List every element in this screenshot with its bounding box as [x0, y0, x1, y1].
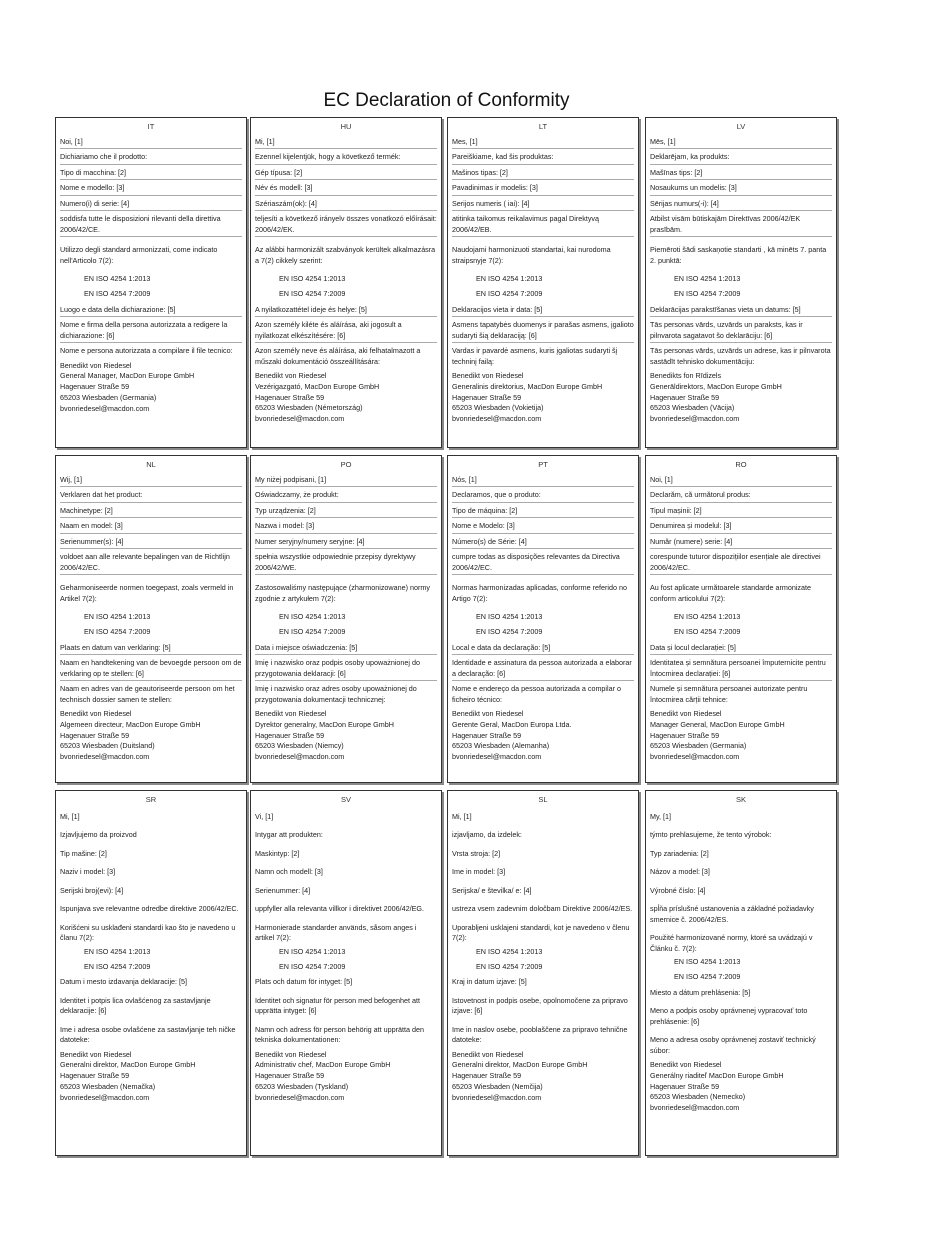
signatory-line: Benedikt von Riedesel: [650, 1060, 722, 1069]
signatory-line: Hagenauer Straße 59: [650, 392, 720, 402]
declaration-line: Mi, [1]: [452, 812, 472, 821]
declaration-line: Naziv i model: [3]: [60, 867, 116, 877]
signatory-line: 65203 Wiesbaden (Tyskland): [255, 1081, 349, 1091]
declaration-line: Miesto a dátum prehlásenia: [5]: [650, 987, 751, 997]
standard-reference: EN ISO 4254 1:2013: [279, 273, 346, 283]
signatory-line: Benedikt von Riedesel: [60, 709, 132, 718]
declaration-line: Mašīnas tips: [2]: [650, 168, 832, 180]
standard-reference: EN ISO 4254 7:2009: [84, 289, 151, 299]
signatory-block: [60, 709, 242, 763]
panel-language-code: NL: [146, 460, 156, 469]
signatory-block: [60, 1050, 242, 1104]
panel-language-code: LV: [736, 122, 746, 131]
declaration-line: Použité harmonizované normy, ktoré sa uvádzajú v Článku č. 7(2):: [650, 933, 815, 953]
declaration-panel-sl: [447, 790, 639, 1156]
signatory-email: bvonriedesel@macdon.com: [60, 1092, 150, 1102]
signatory-line: 65203 Wiesbaden (Németország): [255, 403, 363, 413]
declaration-line: Név és modell: [3]: [255, 183, 437, 195]
declaration-line: Machinetype: [2]: [60, 506, 242, 518]
declaration-line: Asmens tapatybės duomenys ir parašas asmens, įgalioto sudaryti šią deklaraciją: [6]: [452, 320, 634, 343]
page-title: EC Declaration of Conformity: [323, 90, 570, 111]
declaration-line: Tipo de máquina: [2]: [452, 506, 634, 518]
signatory-line: Benedikt von Riedesel: [255, 371, 327, 380]
signatory-line: Hagenauer Straße 59: [452, 730, 522, 740]
signatory-line: Hagenauer Straße 59: [60, 730, 130, 740]
declaration-line: teljesíti a következő irányelv összes vonatkozó előírásait: 2006/42/EK.: [255, 214, 437, 237]
signatory-line: 65203 Wiesbaden (Nemčija): [452, 1081, 543, 1091]
signatory-email: bvonriedesel@macdon.com: [255, 414, 345, 424]
signatory-block: [650, 1060, 832, 1114]
declaration-line: Kraj in datum izjave: [5]: [452, 977, 527, 987]
signatory-email: bvonriedesel@macdon.com: [650, 414, 740, 424]
declaration-line: Vardas ir pavardė asmens, kuris įgaliotas sudaryti šį techninį failą:: [452, 346, 620, 366]
declaration-line: Data i miejsce oświadczenia: [5]: [255, 643, 437, 655]
declaration-line: Tipo di macchina: [2]: [60, 168, 242, 180]
signatory-line: Benedikt von Riedesel: [452, 371, 524, 380]
standard-reference: EN ISO 4254 7:2009: [84, 627, 151, 637]
declaration-line: Naam en model: [3]: [60, 521, 242, 533]
signatory-block: [255, 709, 437, 763]
panel-language-code: LT: [538, 122, 548, 131]
declaration-line: Denumirea și modelul: [3]: [650, 521, 832, 533]
declaration-line: Utilizzo degli standard armonizzati, come indicato nell'Articolo 7(2):: [60, 245, 220, 265]
signatory-block: [650, 371, 832, 425]
declaration-line: Deklaracijos vieta ir data: [5]: [452, 305, 634, 317]
signatory-line: Hagenauer Straße 59: [60, 382, 130, 392]
signatory-email: bvonriedesel@macdon.com: [452, 1092, 542, 1102]
declaration-line: A nyilatkozattétel ideje és helye: [5]: [255, 305, 437, 317]
signatory-line: Manager General, MacDon Europe GmbH: [650, 719, 785, 729]
declaration-panel-hu: [250, 117, 442, 448]
signatory-email: bvonriedesel@macdon.com: [650, 752, 740, 762]
signatory-line: Gerente Geral, MacDon Europa Ltda.: [452, 719, 572, 729]
signatory-line: Benedikt von Riedesel: [452, 1049, 524, 1059]
panel-language-code: HU: [340, 122, 352, 131]
declaration-line: Local e data da declaração: [5]: [452, 643, 634, 655]
declaration-line: Dichiariamo che il prodotto:: [60, 152, 242, 164]
declaration-line: My niżej podpisani, [1]: [255, 475, 437, 487]
standard-reference: EN ISO 4254 1:2013: [84, 273, 151, 283]
signatory-line: 65203 Wiesbaden (Vokietija): [452, 403, 544, 413]
signatory-line: Benedikt von Riedesel: [60, 360, 132, 370]
standard-reference: EN ISO 4254 7:2009: [674, 627, 741, 637]
signatory-line: 65203 Wiesbaden (Niemcy): [255, 741, 344, 751]
declaration-line: Atbilst visām būtiskajām Direktīvas 2006/42/EK prasībām.: [650, 214, 832, 237]
declaration-panel-sv: [250, 790, 442, 1156]
declaration-line: Azon személy kiléte és aláírása, aki jogosult a nyilatkozat elkészítésére: [6]: [255, 320, 437, 343]
declaration-line: Identitatea și semnătura persoanei împuternicite pentru întocmirea declarației: [6]: [650, 658, 832, 681]
declaration-line: Serienummer: [4]: [255, 885, 311, 895]
signatory-email: bvonriedesel@macdon.com: [650, 1103, 740, 1113]
declaration-line: Tip mašine: [2]: [60, 848, 107, 858]
declaration-panel-sk: [645, 790, 837, 1156]
declaration-line: Data și locul declarației: [5]: [650, 643, 832, 655]
signatory-line: Hagenauer Straße 59: [650, 730, 720, 740]
declaration-line: cumpre todas as disposições relevantes da Directiva 2006/42/EC.: [452, 552, 634, 575]
declaration-line: Typ zariadenia: [2]: [650, 848, 709, 858]
declaration-line: Szériaszám(ok): [4]: [255, 199, 437, 211]
standard-reference: EN ISO 4254 1:2013: [476, 273, 543, 283]
standard-reference: EN ISO 4254 7:2009: [674, 289, 741, 299]
signatory-line: Hagenauer Straße 59: [255, 730, 325, 740]
declaration-line: Az alábbi harmonizált szabványok kerültek alkalmazásra a 7(2) cikkely szerint:: [255, 245, 438, 265]
standard-reference: EN ISO 4254 1:2013: [476, 946, 543, 956]
declaration-line: Serijski broj(evi): [4]: [60, 885, 124, 895]
declaration-line: Deklarācijas parakstīšanas vieta un datums: [5]: [650, 305, 832, 317]
declaration-line: Typ urządzenia: [2]: [255, 506, 437, 518]
signatory-line: Generálny riaditeľ MacDon Europe GmbH: [650, 1070, 784, 1080]
declaration-line: Ime in naslov osebe, pooblaščene za pripravo tehnične datoteke:: [452, 1024, 630, 1045]
declaration-line: Ime in model: [3]: [452, 867, 506, 877]
signatory-line: Hagenauer Straße 59: [255, 1071, 325, 1081]
standard-reference: EN ISO 4254 7:2009: [476, 289, 543, 299]
declaration-line: Wij, [1]: [60, 475, 242, 487]
signatory-line: Generalni direktor, MacDon Europe GmbH: [452, 1060, 588, 1070]
standard-reference: EN ISO 4254 7:2009: [84, 961, 151, 971]
signatory-block: [60, 361, 242, 415]
declaration-line: Numero(i) di serie: [4]: [60, 199, 242, 211]
declaration-line: atitinka taikomus reikalavimus pagal Direktyvą 2006/42/EB.: [452, 214, 634, 237]
declaration-line: Nazwa i model: [3]: [255, 521, 437, 533]
declaration-panel-pt: [447, 455, 639, 783]
panel-language-code: PO: [340, 460, 352, 469]
signatory-block: [452, 709, 634, 763]
declaration-line: Imię i nazwisko oraz podpis osoby upoważnionej do przygotowania deklaracji: [6]: [255, 658, 437, 681]
declaration-line: Naam en handtekening van de bevoegde persoon om de verklaring op te stellen: [6]: [60, 658, 242, 681]
declaration-line: Nosaukums un modelis: [3]: [650, 183, 832, 195]
signatory-block: [452, 1050, 634, 1104]
signatory-line: Generalni direktor, MacDon Europe GmbH: [60, 1060, 196, 1070]
signatory-line: Benedikt von Riedesel: [255, 709, 327, 718]
declaration-line: Normas harmonizadas aplicadas, conforme referido no Artigo 7(2):: [452, 583, 629, 603]
declaration-line: uppfyller alla relevanta villkor i direktivet 2006/42/EG.: [255, 904, 424, 914]
signatory-email: bvonriedesel@macdon.com: [452, 414, 542, 424]
declaration-line: Vrsta stroja: [2]: [452, 848, 501, 858]
declaration-line: My, [1]: [650, 812, 672, 821]
standard-reference: EN ISO 4254 7:2009: [476, 627, 543, 637]
signatory-email: bvonriedesel@macdon.com: [60, 752, 150, 762]
declaration-line: Noi, [1]: [60, 137, 242, 149]
declaration-line: Gép típusa: [2]: [255, 168, 437, 180]
declaration-line: Pavadinimas ir modelis: [3]: [452, 183, 634, 195]
declaration-line: Azon személy neve és aláírása, aki felhatalmazott a műszaki dokumentáció összeállítására:: [255, 346, 423, 366]
declaration-panel-lt: [447, 117, 639, 448]
signatory-line: Benedikt von Riedesel: [452, 709, 524, 718]
signatory-line: 65203 Wiesbaden (Germania): [650, 741, 747, 751]
declaration-line: Imię i nazwisko oraz adres osoby upoważnionej do przygotowania dokumentacji technicznej:: [255, 684, 419, 704]
standard-reference: EN ISO 4254 1:2013: [476, 611, 543, 621]
declaration-line: Namn och adress för person behörig att upprätta den tekniska dokumentationen:: [255, 1024, 427, 1045]
declaration-line: ustreza vsem zadevnim določbam Direktive 2006/42/ES.: [452, 904, 633, 914]
panel-language-code: SR: [145, 795, 157, 804]
panel-language-code: SL: [538, 795, 548, 804]
standard-reference: EN ISO 4254 1:2013: [84, 946, 151, 956]
declaration-line: Meno a podpis osoby oprávnenej vypracovať toto prehlásenie: [6]: [650, 1006, 810, 1026]
declaration-line: Istovetnost in podpis osebe, opolnomočene za pripravo izjave: [6]: [452, 995, 630, 1016]
signatory-line: Hagenauer Straße 59: [452, 1071, 522, 1081]
declaration-line: Mašinos tipas: [2]: [452, 168, 634, 180]
signatory-line: Hagenauer Straße 59: [452, 392, 522, 402]
signatory-line: Vezérigazgató, MacDon Europe GmbH: [255, 381, 380, 391]
signatory-line: Generalinis direktorius, MacDon Europe GmbH: [452, 381, 603, 391]
declaration-line: Datum i mesto izdavanja deklaracije: [5]: [60, 977, 188, 987]
declaration-panel-nl: [55, 455, 247, 783]
declaration-line: spĺňa príslušné ustanovenia a základné požiadavky smernice č. 2006/42/ES.: [650, 904, 816, 924]
declaration-line: Declaramos, que o produto:: [452, 490, 634, 502]
standard-reference: EN ISO 4254 1:2013: [279, 946, 346, 956]
declaration-line: soddisfa tutte le disposizioni rilevanti della direttiva 2006/42/CE.: [60, 214, 242, 237]
declaration-line: Izjavljujemo da proizvod: [60, 830, 137, 840]
standard-reference: EN ISO 4254 1:2013: [279, 611, 346, 621]
signatory-line: General Manager, MacDon Europe GmbH: [60, 371, 195, 381]
signatory-block: [452, 371, 634, 425]
declaration-line: Nome e modello: [3]: [60, 183, 242, 195]
signatory-line: Administrativ chef, MacDon Europe GmbH: [255, 1060, 391, 1070]
declaration-line: týmto prehlasujeme, že tento výrobok:: [650, 830, 772, 840]
standard-reference: EN ISO 4254 7:2009: [279, 289, 346, 299]
standard-reference: EN ISO 4254 1:2013: [84, 611, 151, 621]
panel-language-code: RO: [735, 460, 747, 469]
signatory-email: bvonriedesel@macdon.com: [255, 752, 345, 762]
signatory-block: [650, 709, 832, 763]
declaration-line: Sērijas numurs(-i): [4]: [650, 199, 832, 211]
declaration-line: Verklaren dat het product:: [60, 490, 242, 502]
standard-reference: EN ISO 4254 7:2009: [476, 961, 543, 971]
declaration-line: Zastosowaliśmy następujące (zharmonizowane) normy zgodnie z artykułem 7(2):: [255, 583, 432, 603]
declaration-line: Luogo e data della dichiarazione: [5]: [60, 305, 242, 317]
declaration-line: Deklarējam, ka produkts:: [650, 152, 832, 164]
standard-reference: EN ISO 4254 1:2013: [674, 956, 741, 966]
declaration-line: Mes, [1]: [452, 137, 634, 149]
declaration-line: Maskintyp: [2]: [255, 848, 300, 858]
declaration-line: Tās personas vārds, uzvārds un adrese, kas ir pilnvarota sastādīt tehnisko dokumentāciju:: [650, 346, 833, 366]
declaration-panel-sr: [55, 790, 247, 1156]
declaration-line: Serijska/ e številka/ e: [4]: [452, 885, 532, 895]
declaration-line: Geharmoniseerde normen toegepast, zoals vermeld in Artikel 7(2):: [60, 583, 236, 603]
standard-reference: EN ISO 4254 1:2013: [674, 611, 741, 621]
declaration-panel-po: [250, 455, 442, 783]
declaration-line: Nós, [1]: [452, 475, 634, 487]
standard-reference: EN ISO 4254 7:2009: [279, 627, 346, 637]
signatory-line: 65203 Wiesbaden (Nemecko): [650, 1092, 746, 1102]
signatory-email: bvonriedesel@macdon.com: [255, 1092, 345, 1102]
declaration-panel-lv: [645, 117, 837, 448]
declaration-line: Nome e Modelo: [3]: [452, 521, 634, 533]
standard-reference: EN ISO 4254 7:2009: [279, 961, 346, 971]
signatory-line: Hagenauer Straße 59: [650, 1081, 720, 1091]
declaration-line: Identitet och signatur för person med befogenhet att upprätta intyget: [6]: [255, 995, 423, 1016]
declaration-line: Número(s) de Série: [4]: [452, 537, 634, 549]
declaration-line: Plats och datum för intyget: [5]: [255, 977, 353, 987]
declaration-line: Pareiškiame, kad šis produktas:: [452, 152, 634, 164]
signatory-line: 65203 Wiesbaden (Nemačka): [60, 1081, 156, 1091]
declaration-line: Korišćeni su usklađeni standardi kao što je navedeno u članu 7(2):: [60, 922, 238, 943]
signatory-line: Generāldirektors, MacDon Europe GmbH: [650, 381, 782, 391]
signatory-line: Dyrektor generalny, MacDon Europe GmbH: [255, 719, 394, 729]
declaration-line: Ispunjava sve relevantne odredbe direktive 2006/42/EC.: [60, 904, 239, 914]
signatory-line: 65203 Wiesbaden (Duitsland): [60, 741, 155, 751]
panel-language-code: SV: [340, 795, 351, 804]
declaration-line: Au fost aplicate următoarele standarde armonizate conform articolului 7(2):: [650, 583, 814, 603]
declaration-line: Noi, [1]: [650, 475, 832, 487]
declaration-line: Serijos numeris ( iai): [4]: [452, 199, 634, 211]
declaration-line: Identidade e assinatura da pessoa autorizada a elaborar a declaração: [6]: [452, 658, 634, 681]
declaration-line: Oświadczamy, że produkt:: [255, 490, 437, 502]
declaration-line: Piemēroti šādi saskaņotie standarti , kā minēts 7. panta 2. punktā:: [650, 245, 829, 265]
declaration-line: Tipul mașinii: [2]: [650, 506, 832, 518]
signatory-line: 65203 Wiesbaden (Vācija): [650, 403, 735, 413]
declaration-line: Názov a model: [3]: [650, 867, 710, 877]
declaration-line: Nome e firma della persona autorizzata a redigere la dichiarazione: [6]: [60, 320, 242, 343]
panel-language-code: IT: [147, 122, 155, 131]
declaration-line: Numele și semnătura persoanei autorizate pentru întocmirea cărții tehnice:: [650, 684, 810, 704]
declaration-line: Naam en adres van de geautoriseerde persoon om het technisch dossier samen te stellen:: [60, 684, 237, 704]
declaration-line: Namn och modell: [3]: [255, 867, 323, 877]
signatory-block: [255, 371, 437, 425]
declaration-line: Declarăm, că următorul produs:: [650, 490, 832, 502]
declaration-line: izjavljamo, da izdelek:: [452, 830, 522, 840]
declaration-panel-it: [55, 117, 247, 448]
declaration-line: Výrobné číslo: [4]: [650, 885, 706, 895]
signatory-line: Benedikt von Riedesel: [650, 709, 722, 718]
declaration-line: Nome e persona autorizzata a compilare il file tecnico:: [60, 346, 233, 356]
declaration-line: Serienummer(s): [4]: [60, 537, 242, 549]
signatory-line: Algemeen directeur, MacDon Europe GmbH: [60, 719, 201, 729]
signatory-line: Benedikt von Riedesel: [60, 1049, 132, 1059]
declaration-line: Mi, [1]: [255, 137, 437, 149]
declaration-line: Harmonierade standarder används, såsom anges i artikel 7(2):: [255, 922, 419, 943]
declaration-line: Ezennel kijelentjük, hogy a következő termék:: [255, 152, 437, 164]
panel-language-code: PT: [538, 460, 548, 469]
standard-reference: EN ISO 4254 7:2009: [674, 972, 741, 982]
declaration-line: Meno a adresa osoby oprávnenej zostaviť technický súbor:: [650, 1035, 818, 1055]
signatory-email: bvonriedesel@macdon.com: [452, 752, 542, 762]
declaration-line: Vi, [1]: [255, 812, 274, 821]
declaration-line: Tās personas vārds, uzvārds un paraksts, kas ir pilnvarota sagatavot šo deklarāciju: [6]: [650, 320, 832, 343]
declaration-line: Identitet i potpis lica ovlašćenog za sastavljanje deklaracije: [6]: [60, 995, 213, 1016]
panel-language-code: SK: [735, 795, 746, 804]
declaration-line: Număr (numere) serie: [4]: [650, 537, 832, 549]
declaration-panel-ro: [645, 455, 837, 783]
declaration-line: Ime i adresa osobe ovlašćene za sastavljanje teh ničke datoteke:: [60, 1024, 238, 1045]
declaration-line: Mi, [1]: [60, 812, 80, 821]
declaration-line: corespunde tuturor dispozițiilor esențiale ale directivei 2006/42/EC.: [650, 552, 832, 575]
declaration-line: Intygar att produkten:: [255, 830, 323, 840]
signatory-line: Hagenauer Straße 59: [60, 1071, 130, 1081]
declaration-line: Uporabljeni usklajeni standardi, kot je navedeno v členu 7(2):: [452, 922, 632, 943]
signatory-email: bvonriedesel@macdon.com: [60, 403, 150, 413]
standard-reference: EN ISO 4254 1:2013: [674, 273, 741, 283]
declaration-line: voldoet aan alle relevante bepalingen van de Richtlijn 2006/42/EC.: [60, 552, 242, 575]
declaration-line: Numer seryjny/numery seryjne: [4]: [255, 537, 437, 549]
signatory-block: [255, 1050, 437, 1104]
signatory-line: 65203 Wiesbaden (Alemanha): [452, 741, 550, 751]
signatory-line: Benedikt von Riedesel: [255, 1049, 327, 1059]
signatory-line: 65203 Wiesbaden (Germania): [60, 392, 157, 402]
declaration-line: Naudojami harmonizuoti standartai, kai nurodoma straipsnyje 7(2):: [452, 245, 613, 265]
declaration-line: Plaats en datum van verklaring: [5]: [60, 643, 242, 655]
signatory-line: Hagenauer Straße 59: [255, 392, 325, 402]
declaration-line: Nome e endereço da pessoa autorizada a compilar o ficheiro técnico:: [452, 684, 624, 704]
declaration-line: spełnia wszystkie odpowiednie przepisy dyrektywy 2006/42/WE.: [255, 552, 437, 575]
declaration-line: Mēs, [1]: [650, 137, 832, 149]
signatory-line: Benedikts fon Rīdizels: [650, 371, 722, 380]
